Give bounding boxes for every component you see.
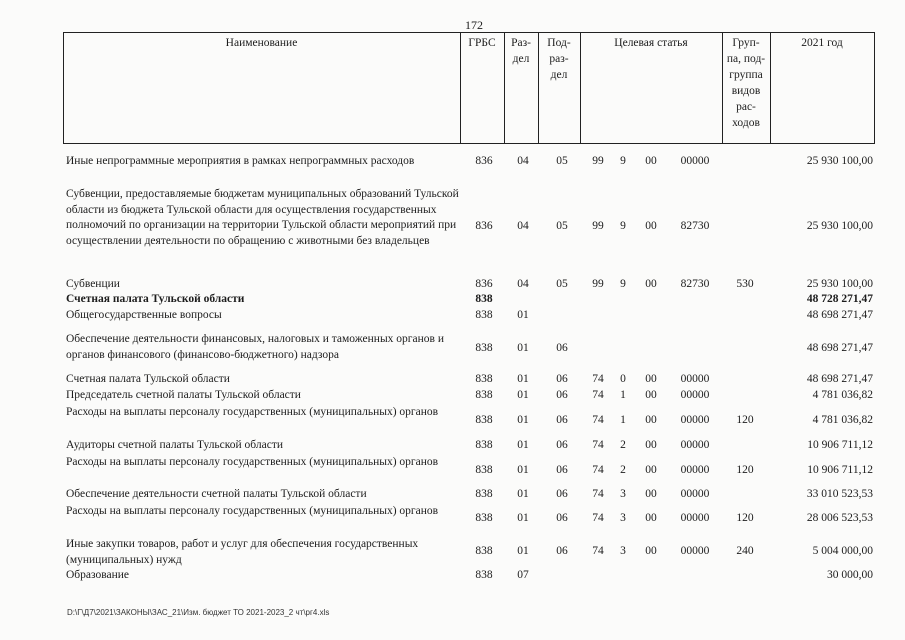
row-ts1: 99 bbox=[592, 155, 604, 167]
row-name: Иные закупки товаров, работ и услуг для обеспечения государственных (муниципальных) нужд bbox=[66, 538, 419, 566]
row-grp: 120 bbox=[736, 512, 754, 524]
row-ts3: 00 bbox=[645, 155, 657, 167]
row-podrazdel: 06 bbox=[556, 512, 568, 524]
row-podrazdel: 05 bbox=[556, 278, 568, 290]
row-razdel: 04 bbox=[517, 155, 529, 167]
row-ts3: 00 bbox=[645, 512, 657, 524]
row-ts3: 00 bbox=[645, 545, 657, 557]
row-razdel: 04 bbox=[517, 278, 529, 290]
row-ts4: 00000 bbox=[680, 439, 710, 451]
row-grbs: 838 bbox=[475, 512, 493, 524]
row-name: Председатель счетной палаты Тульской области bbox=[66, 389, 301, 401]
header-podrazdel: Под- раз- дел bbox=[547, 37, 571, 81]
row-podrazdel: 05 bbox=[556, 155, 568, 167]
row-grbs: 838 bbox=[475, 309, 493, 321]
row-ts2: 2 bbox=[620, 439, 626, 451]
row-ts2: 3 bbox=[620, 488, 626, 500]
row-ts2: 2 bbox=[620, 464, 626, 476]
row-amount: 48 728 271,47 bbox=[806, 293, 873, 305]
row-grp: 120 bbox=[736, 414, 754, 426]
row-ts3: 00 bbox=[645, 373, 657, 385]
row-amount: 25 930 100,00 bbox=[806, 155, 873, 167]
row-name: Обеспечение деятельности финансовых, налоговых и таможенных органов и органов финансового (финансово-бюджетного) надзора bbox=[66, 333, 444, 361]
row-razdel: 01 bbox=[517, 373, 529, 385]
row-razdel: 04 bbox=[517, 220, 529, 232]
row-name: Обеспечение деятельности счетной палаты Тульской области bbox=[66, 488, 367, 500]
row-ts4: 00000 bbox=[680, 373, 710, 385]
row-grp: 530 bbox=[736, 278, 754, 290]
row-grbs: 836 bbox=[475, 155, 493, 167]
page-number: 172 bbox=[465, 18, 483, 32]
row-ts2: 3 bbox=[620, 512, 626, 524]
row-ts1: 99 bbox=[592, 278, 604, 290]
header-year: 2021 год bbox=[801, 37, 843, 49]
row-name: Субвенции bbox=[66, 278, 120, 290]
row-grbs: 838 bbox=[475, 569, 493, 581]
row-razdel: 01 bbox=[517, 342, 529, 354]
header-grbs: ГРБС bbox=[468, 37, 496, 49]
row-grbs: 838 bbox=[475, 488, 493, 500]
row-grbs: 838 bbox=[475, 545, 493, 557]
header-target-article: Целевая статья bbox=[614, 37, 688, 49]
row-grbs: 838 bbox=[475, 389, 493, 401]
row-ts3: 00 bbox=[645, 488, 657, 500]
row-amount: 28 006 523,53 bbox=[806, 512, 873, 524]
row-amount: 25 930 100,00 bbox=[806, 220, 873, 232]
row-razdel: 01 bbox=[517, 389, 529, 401]
row-name: Расходы на выплаты персоналу государственных (муниципальных) органов bbox=[66, 505, 439, 517]
row-amount: 48 698 271,47 bbox=[806, 309, 873, 321]
row-name: Субвенции, предоставляемые бюджетам муниципальных образований Тульской области из бюджета Тульской области для осуществления государственных полномочий по организации на территории Тульской области мероприятий при осуществлении деятельности по обращению с животными без владельцев bbox=[66, 188, 459, 247]
row-ts4: 00000 bbox=[680, 414, 710, 426]
row-grbs: 838 bbox=[475, 414, 493, 426]
row-razdel: 01 bbox=[517, 512, 529, 524]
row-ts2: 0 bbox=[620, 373, 626, 385]
row-podrazdel: 05 bbox=[556, 220, 568, 232]
row-podrazdel: 06 bbox=[556, 545, 568, 557]
header-expense-group: Груп- па, под- группа видов рас- ходов bbox=[726, 37, 766, 129]
row-ts3: 00 bbox=[645, 220, 657, 232]
row-name: Аудиторы счетной палаты Тульской области bbox=[66, 439, 284, 451]
row-ts4: 82730 bbox=[680, 278, 710, 290]
row-podrazdel: 06 bbox=[556, 373, 568, 385]
table-header bbox=[63, 32, 875, 144]
row-ts4: 82730 bbox=[680, 220, 710, 232]
row-ts4: 00000 bbox=[680, 155, 710, 167]
row-podrazdel: 06 bbox=[556, 389, 568, 401]
row-razdel: 01 bbox=[517, 414, 529, 426]
row-ts1: 74 bbox=[592, 439, 604, 451]
row-ts4: 00000 bbox=[680, 545, 710, 557]
row-name: Расходы на выплаты персоналу государственных (муниципальных) органов bbox=[66, 456, 439, 468]
row-ts2: 1 bbox=[620, 414, 626, 426]
row-amount: 4 781 036,82 bbox=[812, 414, 873, 426]
row-amount: 10 906 711,12 bbox=[807, 439, 873, 451]
row-podrazdel: 06 bbox=[556, 342, 568, 354]
row-amount: 48 698 271,47 bbox=[806, 373, 873, 385]
row-grbs: 836 bbox=[475, 278, 493, 290]
row-ts2: 9 bbox=[620, 220, 626, 232]
row-ts3: 00 bbox=[645, 389, 657, 401]
file-path-footer: D:\Г\Д7\2021\ЗАКОНЫ\ЗАС_21\Изм. бюджет ТО 2021-2023_2 чт\рг4.xls bbox=[67, 608, 330, 617]
row-ts1: 74 bbox=[592, 512, 604, 524]
row-amount: 5 004 000,00 bbox=[812, 545, 873, 557]
row-ts4: 00000 bbox=[680, 389, 710, 401]
row-grbs: 838 bbox=[475, 293, 493, 305]
row-name: Иные непрограммные мероприятия в рамках непрограммных расходов bbox=[66, 155, 415, 167]
row-grp: 240 bbox=[736, 545, 754, 557]
row-ts1: 74 bbox=[592, 414, 604, 426]
row-name: Счетная палата Тульской области bbox=[66, 293, 245, 305]
row-ts3: 00 bbox=[645, 414, 657, 426]
row-podrazdel: 06 bbox=[556, 414, 568, 426]
row-razdel: 01 bbox=[517, 488, 529, 500]
row-grbs: 838 bbox=[475, 464, 493, 476]
row-amount: 10 906 711,12 bbox=[807, 464, 873, 476]
row-razdel: 01 bbox=[517, 309, 529, 321]
row-ts3: 00 bbox=[645, 278, 657, 290]
row-ts4: 00000 bbox=[680, 512, 710, 524]
row-ts1: 74 bbox=[592, 373, 604, 385]
row-ts2: 9 bbox=[620, 155, 626, 167]
row-ts1: 74 bbox=[592, 488, 604, 500]
row-name: Расходы на выплаты персоналу государственных (муниципальных) органов bbox=[66, 406, 439, 418]
row-amount: 4 781 036,82 bbox=[812, 389, 873, 401]
row-ts1: 99 bbox=[592, 220, 604, 232]
row-grbs: 838 bbox=[475, 342, 493, 354]
row-name: Счетная палата Тульской области bbox=[66, 373, 230, 385]
row-ts1: 74 bbox=[592, 389, 604, 401]
row-name: Образование bbox=[66, 569, 130, 581]
row-grbs: 838 bbox=[475, 439, 493, 451]
row-amount: 30 000,00 bbox=[827, 569, 873, 581]
header-razdel: Раз- дел bbox=[511, 37, 531, 65]
row-ts3: 00 bbox=[645, 464, 657, 476]
row-ts2: 1 bbox=[620, 389, 626, 401]
row-ts2: 3 bbox=[620, 545, 626, 557]
row-ts2: 9 bbox=[620, 278, 626, 290]
header-name: Наименование bbox=[225, 37, 298, 49]
row-ts3: 00 bbox=[645, 439, 657, 451]
row-grbs: 836 bbox=[475, 220, 493, 232]
row-amount: 48 698 271,47 bbox=[806, 342, 873, 354]
row-ts1: 74 bbox=[592, 545, 604, 557]
row-razdel: 01 bbox=[517, 545, 529, 557]
row-razdel: 01 bbox=[517, 464, 529, 476]
row-podrazdel: 06 bbox=[556, 488, 568, 500]
row-amount: 25 930 100,00 bbox=[806, 278, 873, 290]
row-name: Общегосударственные вопросы bbox=[66, 309, 222, 321]
row-grbs: 838 bbox=[475, 373, 493, 385]
row-razdel: 01 bbox=[517, 439, 529, 451]
row-ts4: 00000 bbox=[680, 488, 710, 500]
row-ts1: 74 bbox=[592, 464, 604, 476]
row-grp: 120 bbox=[736, 464, 754, 476]
row-ts4: 00000 bbox=[680, 464, 710, 476]
row-amount: 33 010 523,53 bbox=[806, 488, 873, 500]
row-razdel: 07 bbox=[517, 569, 529, 581]
row-podrazdel: 06 bbox=[556, 439, 568, 451]
row-podrazdel: 06 bbox=[556, 464, 568, 476]
